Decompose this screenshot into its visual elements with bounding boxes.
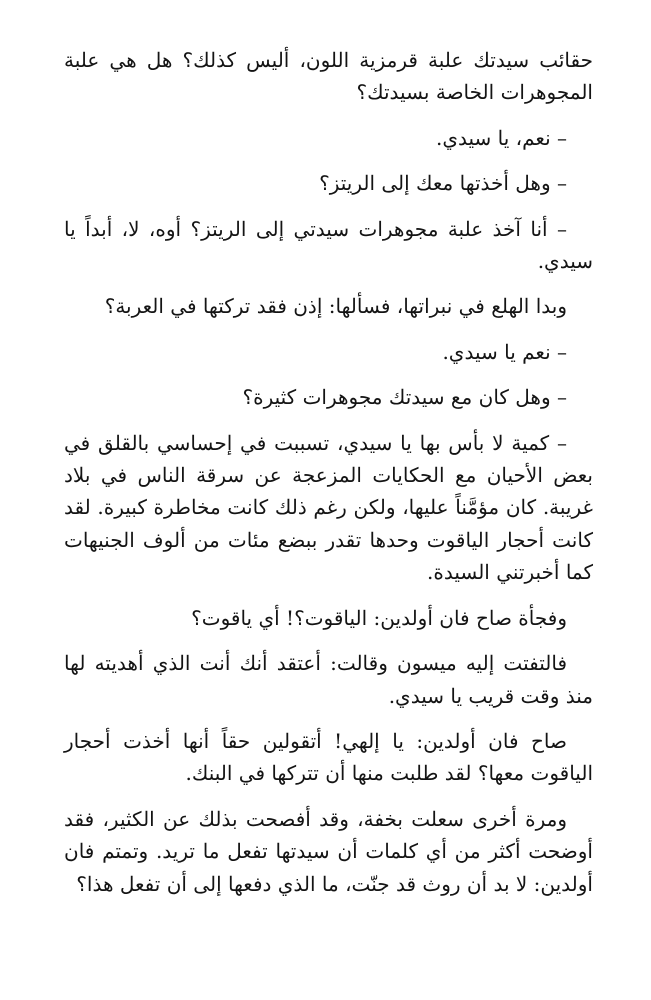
paragraph-10: فالتفتت إليه ميسون وقالت: أعتقد أنك أنت الذي أهديته لها منذ وقت قريب يا سيدي. — [64, 651, 593, 708]
paragraph-11: صاح فان أولدين: يا إلهي! أتقولين حقاً أنها أخذت أحجار الياقوت معها؟ لقد طلبت منها أن تتركها في البنك. — [64, 728, 593, 786]
paragraph-8: – كمية لا بأس بها يا سيدي، تسببت في إحساسي بالقلق في بعض الأحيان مع الحكايات المزعجة عن سرقة الناس في بلاد غريبة. كان مؤمَّناً عليها، ولكن رغم ذلك كانت مخاطرة كبيرة. لقد كانت أحجار الياقوت وحدها تقدر ببضع مئات من ألوف الجنيهات كما أخبرتني السيدة. — [64, 430, 593, 585]
paragraph-6: – نعم يا سيدي. — [442, 339, 567, 364]
paragraph-12: ومرة أخرى سعلت بخفة، وقد أفصحت بذلك عن الكثير، فقد أوضحت أكثر من أي كلمات أن سيدتها تفعل ما تريد. وتمتم فان أولدين: لا بد أن روث قد جنّت، ما الذي دفعها إلى أن تفعل هذا؟ — [64, 806, 593, 896]
paragraph-4: – أنا آخذ علبة مجوهرات سيدتي إلى الريتز؟ أوه، لا، أبداً يا سيدي. — [64, 216, 593, 274]
paragraph-9: وفجأة صاح فان أولدين: الياقوت؟! أي ياقوت؟ — [191, 605, 567, 630]
paragraph-3: – وهل أخذتها معك إلى الريتز؟ — [319, 171, 567, 196]
paragraph-2: – نعم، يا سيدي. — [435, 125, 567, 150]
paragraph-5: وبدا الهلع في نبراتها، فسألها: إذن فقد تركتها في العربة؟ — [104, 294, 567, 319]
paragraph-7: – وهل كان مع سيدتك مجوهرات كثيرة؟ — [242, 385, 567, 410]
paragraph-1: حقائب سيدتك علبة قرمزية اللون، أليس كذلك؟ هل هي علبة المجوهرات الخاصة بسيدتك؟ — [64, 48, 593, 105]
